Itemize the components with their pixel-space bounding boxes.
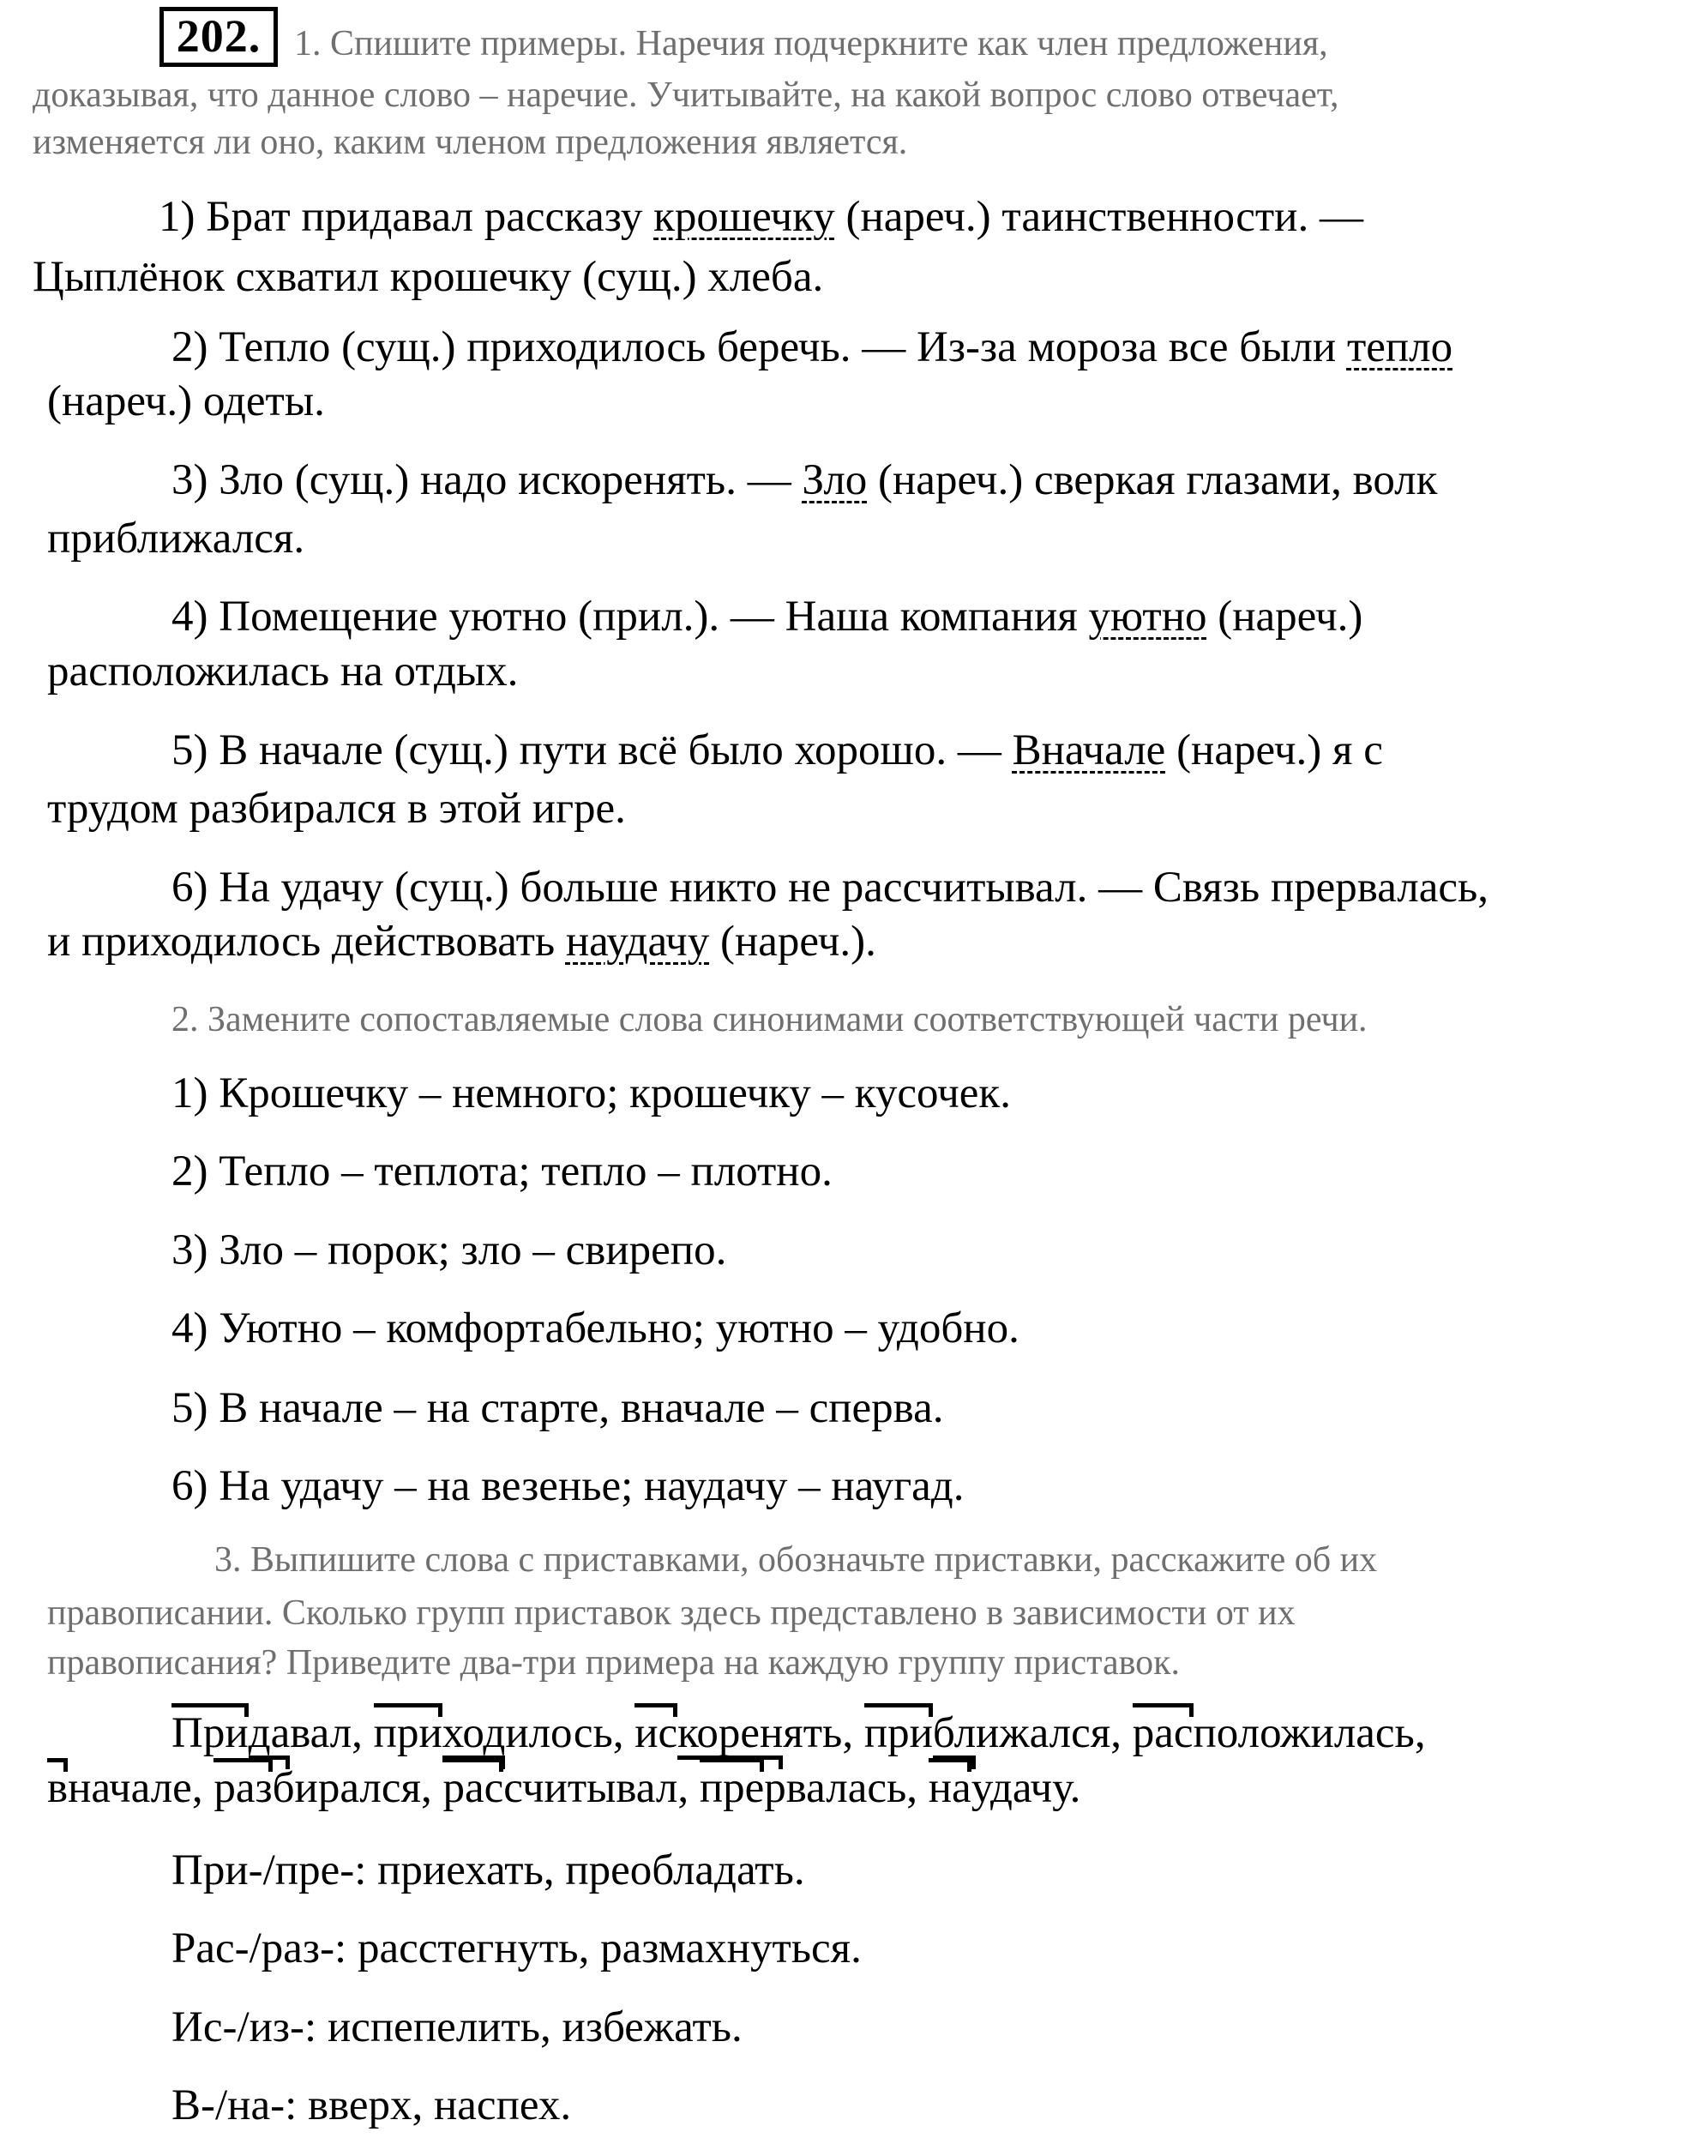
synonym-answer: 6) На удачу – на везенье; наудачу – наугад. [171,1462,965,1510]
example-text: (нареч.) я с [1165,726,1383,774]
prefix: при [374,1712,442,1756]
example-line [171,323,1453,371]
example-line [171,456,1438,504]
prefixed-word [442,1764,699,1812]
task2-instruction: 2. Замените сопоставляемые слова синонимами соответствующей части речи. [171,1000,1368,1039]
prefixed-word [864,1709,1133,1757]
separator: , [191,1764,214,1812]
example-text: 4) Помещение уютно (прил.). — Наша компания [171,593,1089,641]
prefix-mark-icon [700,1758,764,1772]
separator: , [677,1764,700,1812]
word-rest: удачу [971,1764,1070,1812]
prefix: рас [1133,1712,1194,1756]
synonym-answer: 1) Крошечку – немного; крошечку – кусочек. [171,1069,1011,1117]
word-rest: вал [290,1709,352,1757]
example-text: (нареч.) таинственности. — [834,193,1363,241]
prefixed-word [47,1764,214,1812]
synonym-answer: 5) В начале – на старте, вначале – сперва. [171,1384,944,1432]
word-rest: илось [505,1709,613,1757]
prefixed-word [634,1709,864,1757]
prefix: раз [214,1767,272,1810]
prefix-words-line [171,1709,1426,1757]
example-line [47,517,304,561]
prefix-group: Рас-/раз-: расстегнуть, размахнуться. [171,1924,862,1972]
prefix-mark-icon [634,1703,677,1717]
prefix-mark-icon [214,1758,272,1772]
synonym-answer: 4) Уютно – комфортабельно; уютно – удобно. [171,1304,1019,1352]
example-text: 1) Брат придавал рассказу [159,193,654,241]
separator: . [1069,1764,1081,1812]
adverb-underlined: тепло [1346,323,1453,371]
prefix: пре [700,1767,764,1810]
prefix: При [171,1712,249,1756]
root: да [249,1712,291,1756]
word-rest: ижался [976,1709,1111,1757]
adverb-underlined: уютно [1088,593,1207,641]
synonym-answer: 3) Зло – порок; зло – свирепо. [171,1226,727,1274]
prefixed-word [700,1764,929,1812]
adverb-underlined: Зло [802,456,868,504]
separator: , [906,1764,929,1812]
task1-instruction-line: 1. Спишите примеры. Наречия подчеркните как член предложения, [294,24,1328,63]
prefix-mark-icon [442,1758,503,1772]
separator: , [1414,1709,1426,1757]
word-rest: рвалась [764,1764,907,1812]
prefix-words-line [47,1764,1081,1812]
example-text: расположилась на отдых. [47,647,519,696]
prefixed-word [1133,1709,1426,1757]
separator: , [842,1709,864,1757]
synonym-answer: 2) Тепло – теплота; тепло – плотно. [171,1147,833,1195]
prefix: на [929,1767,971,1810]
prefix: при [864,1712,933,1756]
prefixed-word [929,1764,1081,1812]
word-rest: начале [68,1764,192,1812]
adverb-underlined: наудачу [565,918,710,966]
task3-instruction-line: правописании. Сколько групп приставок здесь представлено в зависимости от их [47,1593,1296,1633]
example-line [47,647,519,696]
example-line [47,787,626,831]
prefix-group: В-/на-: вверх, наспех. [171,2081,572,2129]
prefix-mark-icon [864,1703,933,1717]
prefix-group: Ис-/из-: испепелить, избежать. [171,2003,743,2051]
example-text: 5) В начале (сущ.) пути всё было хорошо. — [171,726,1013,774]
example-text: (нареч.) [1206,593,1363,641]
word-rest: бирался [272,1764,421,1812]
example-text: приближался. [47,515,305,563]
task3-instruction-line: 3. Выпишите слова с приставками, обозначьте приставки, расскажите об их [214,1540,1378,1580]
prefixed-word [214,1764,442,1812]
separator: , [352,1709,374,1757]
root: бл [933,1712,976,1756]
prefix-group: При-/пре-: приехать, преобладать. [171,1846,805,1894]
prefixed-word [374,1709,635,1757]
prefix-mark-icon [929,1758,971,1772]
prefix-mark-icon [171,1703,249,1717]
prefixed-word [171,1709,374,1757]
example-text: 3) Зло (сущ.) надо искоренять. — [171,456,803,504]
example-line [159,193,1363,241]
task1-instruction-line: изменяется ли оно, каким членом предложения является. [33,123,908,162]
separator: , [1110,1709,1133,1757]
prefix-mark-icon [374,1703,442,1717]
task3-instruction-line: правописания? Приведите два-три примера на каждую группу приставок. [47,1643,1181,1683]
example-line [171,595,1362,639]
example-text: и приходилось действовать [47,918,566,966]
example-line [47,920,876,964]
example-text: (нареч.). [709,918,876,966]
example-text: (нареч.) сверкая глазами, волк [867,456,1438,504]
prefix: рас [442,1767,503,1810]
example-text: Цыплёнок схватил крошечку (сущ.) хлеба. [33,253,824,301]
separator: , [612,1709,635,1757]
example-line [171,866,1488,910]
adverb-underlined: Вначале [1012,726,1166,774]
root: корен [677,1712,783,1756]
prefix: ис [634,1712,677,1756]
word-rest: считывал [503,1764,678,1812]
example-text: (нареч.) одеты. [47,377,325,425]
exercise-number: 202. [159,7,278,67]
example-line [33,253,824,301]
root: ход [442,1712,506,1756]
word-rest: положилась [1193,1709,1415,1757]
example-text: 6) На удачу (сущ.) больше никто не рассчитывал. — Связь прервалась, [171,864,1489,912]
prefix-mark-icon [1133,1703,1194,1717]
word-rest: ять [783,1709,843,1757]
example-text: трудом разбирался в этой игре. [47,785,626,833]
example-text: 2) Тепло (сущ.) приходилось беречь. — Из-за мороза все были [171,323,1347,371]
prefix-mark-icon [47,1758,68,1772]
example-line [171,726,1383,774]
prefix: в [47,1767,68,1810]
separator: , [420,1764,443,1812]
adverb-underlined: крошечку [653,193,835,241]
task1-instruction-line: доказывая, что данное слово – наречие. Учитывайте, на какой вопрос слово отвечает, [33,75,1339,115]
example-line [47,377,325,425]
